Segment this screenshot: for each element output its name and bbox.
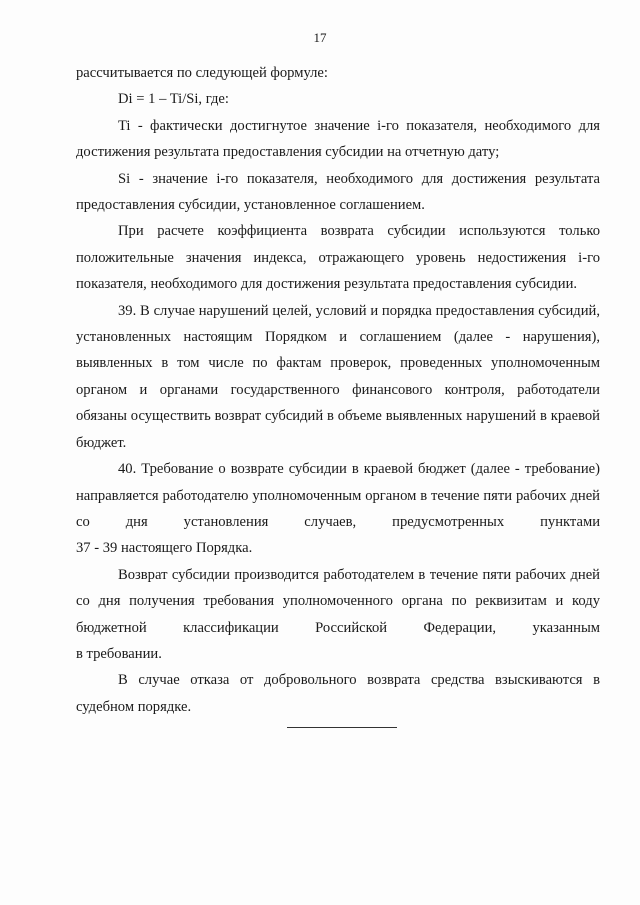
paragraph-clause-39: 39. В случае нарушений целей, условий и порядка предоставления субсидий, установленных настоящим Порядком и соглашением (далее - нарушения), выявленных в том числе по фактам проверок, проведенных уполномоченным органом и органами государственного финансового контроля, работодатели обязаны осуществить возврат субсидий в объеме выявленных нарушений в краевой бюджет.: [76, 302, 600, 451]
paragraph-refund-procedure: Возврат субсидии производится работодателем в течение пяти рабочих дней со дня получения требования уполномоченного органа по реквизитам и коду бюджетной классификации Российской Федерации, указанным: [76, 566, 600, 636]
paragraph-formula: Di = 1 – Ti/Si, где:: [118, 91, 229, 108]
paragraph-clause-40-end: 37 - 39 настоящего Порядка.: [76, 540, 253, 557]
paragraph-si-definition: Si - значение i-го показателя, необходимого для достижения результата предоставления субсидии, установленное соглашением.: [76, 170, 600, 214]
closing-divider-line: [287, 727, 397, 728]
document-body: [76, 60, 600, 720]
page-number: 17: [313, 30, 327, 45]
paragraph-clause-40: 40. Требование о возврате субсидии в краевой бюджет (далее - требование) направляется работодателю уполномоченным органом в течение пяти рабочих дней со дня установления случаев, предусмотренных пунктами: [76, 461, 600, 530]
paragraph-formula-intro: рассчитывается по следующей формуле:: [76, 65, 328, 81]
paragraph-ti-definition: Ti - фактически достигнутое значение i-го показателя, необходимого для достижения результата предоставления субсидии на отчетную дату;: [76, 117, 600, 161]
paragraph-coefficient-note: При расчете коэффициента возврата субсидии используются только положительные значения индекса, отражающего уровень недостижения i-го показателя, необходимого для достижения результата предоставления субсидии.: [76, 223, 600, 293]
paragraph-court-recovery: В случае отказа от добровольного возврата средства взыскиваются в судебном порядке.: [76, 672, 600, 715]
paragraph-refund-procedure-end: в требовании.: [76, 645, 162, 662]
